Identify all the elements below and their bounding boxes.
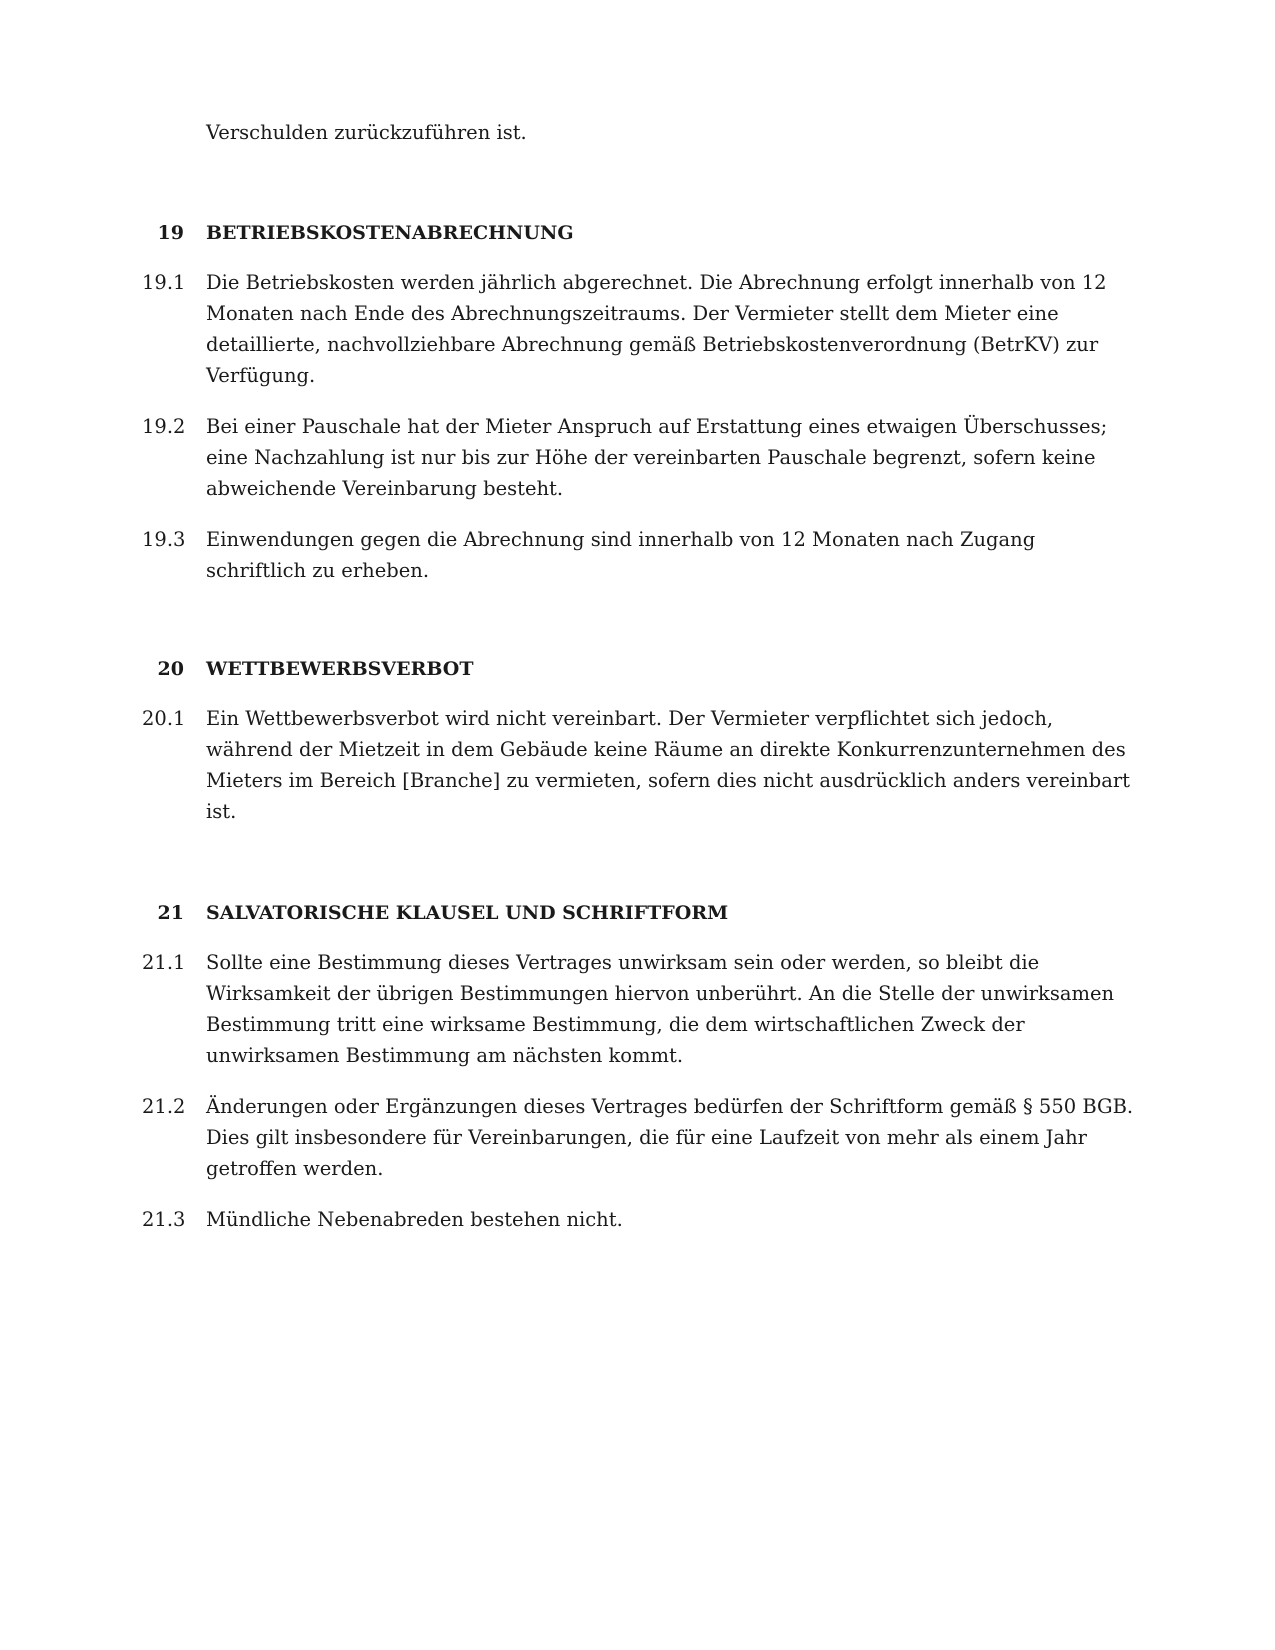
clause-20-1 [0,703,1275,827]
clause-text: Die Betriebskosten werden jährlich abgerechnet. Die Abrechnung erfolgt innerhalb von 12 Monaten nach Ende des Abrechnungszeitraums. Der Vermieter stellt dem Mieter eine detaillierte, nachvollziehbare Abrechnung gemäß Betriebskostenverordnung (BetrKV) zur Verfügung. [206,271,1107,387]
section-20 [0,654,1275,847]
section-number: 20 [157,658,184,680]
clause-number: 19.2 [142,415,186,438]
clause-text: Änderungen oder Ergänzungen dieses Vertrages bedürfen der Schriftform gemäß § 550 BGB. Dies gilt insbesondere für Vereinbarungen, die für eine Laufzeit von mehr als einem Jahr getroffen werden. [206,1095,1134,1180]
clause-number: 21.1 [142,951,186,974]
clause-number: 19.3 [142,528,186,551]
section-title: BETRIEBSKOSTENABRECHNUNG [206,222,574,244]
clause-text: Mündliche Nebenabreden bestehen nicht. [206,1208,623,1231]
clause-number: 21.3 [142,1208,186,1231]
section-number: 19 [157,222,184,244]
continuation-text: Verschulden zurückzuführen ist. [206,121,527,144]
clause-19-3 [0,524,1275,586]
clause-21-1 [0,947,1275,1071]
section-heading [0,898,1275,929]
clause-19-2 [0,411,1275,504]
section-21 [0,898,1275,1255]
clause-text: Sollte eine Bestimmung dieses Vertrages unwirksam sein oder werden, so bleibt die Wirksamkeit der übrigen Bestimmungen hiervon unberührt. An die Stelle der unwirksamen Bestimmung tritt eine wirksame Bestimmung, die dem wirtschaftlichen Zweck der unwirksamen Bestimmung am nächsten kommt. [206,951,1115,1067]
section-heading [0,218,1275,249]
clause-text: Einwendungen gegen die Abrechnung sind innerhalb von 12 Monaten nach Zugang schriftlich zu erheben. [206,528,1036,582]
section-heading [0,654,1275,685]
clause-21-3 [0,1204,1275,1235]
clause-text: Ein Wettbewerbsverbot wird nicht vereinbart. Der Vermieter verpflichtet sich jedoch, während der Mietzeit in dem Gebäude keine Räume an direkte Konkurrenzunternehmen des Mieters im Bereich [Branche] zu vermieten, sofern dies nicht ausdrücklich anders vereinbart ist. [206,707,1131,823]
clause-text: Bei einer Pauschale hat der Mieter Anspruch auf Erstattung eines etwaigen Überschusses; eine Nachzahlung ist nur bis zur Höhe der vereinbarten Pauschale begrenzt, sofern keine abweichende Vereinbarung besteht. [206,415,1108,500]
section-19 [0,218,1275,606]
clause-21-2 [0,1091,1275,1184]
clause-19-1 [0,267,1275,391]
clause-number: 20.1 [142,707,186,730]
clause-number: 19.1 [142,271,186,294]
section-number: 21 [157,902,184,924]
section-title: WETTBEWERBSVERBOT [206,658,474,680]
section-title: SALVATORISCHE KLAUSEL UND SCHRIFTFORM [206,902,729,924]
clause-number: 21.2 [142,1095,186,1118]
